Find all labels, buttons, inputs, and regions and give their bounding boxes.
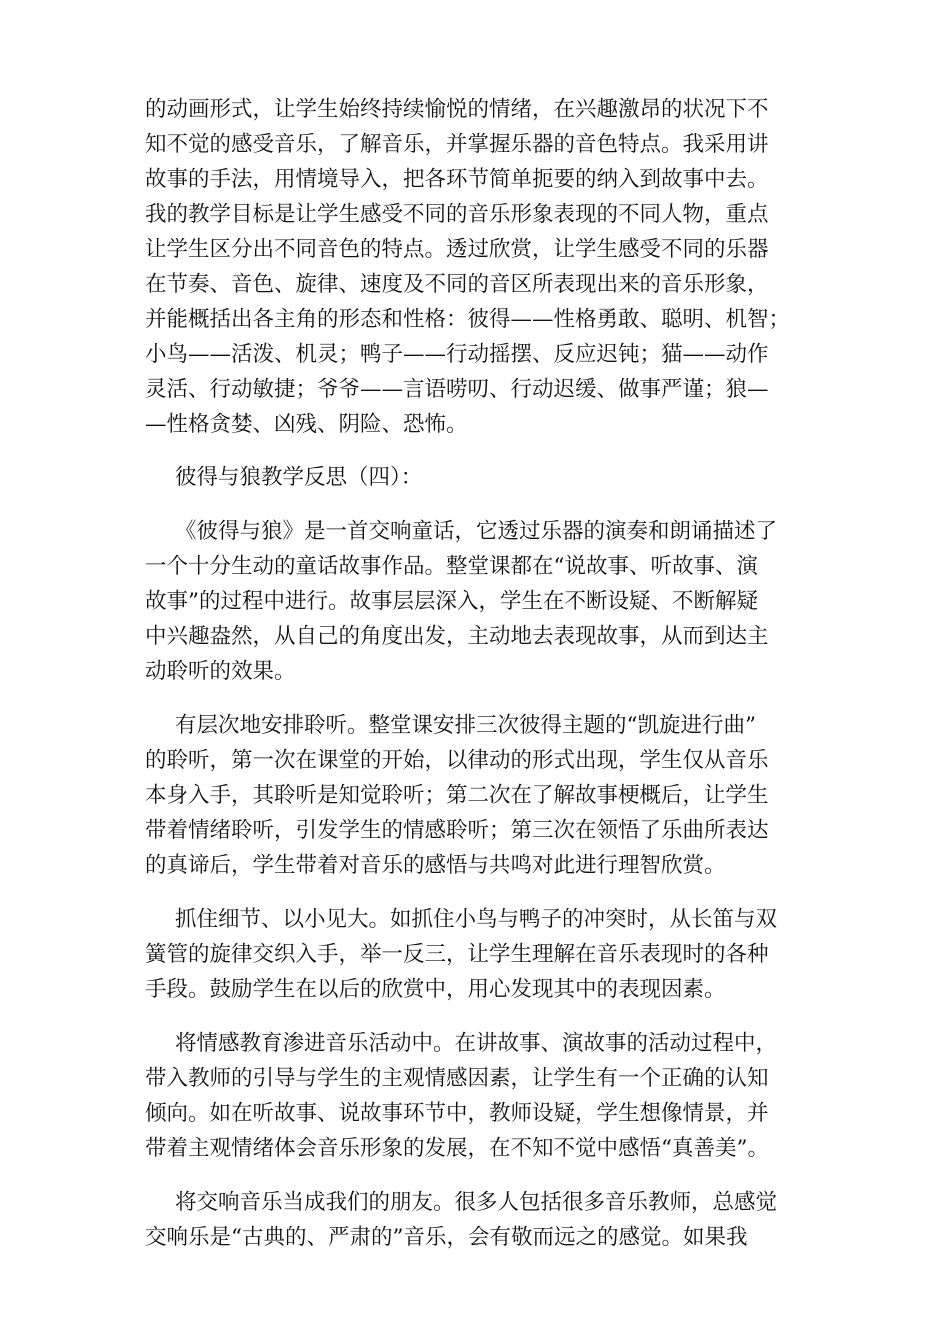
text-line: 故事”的过程中进行。故事层层深入，学生在不断设疑、不断解疑 [145,589,758,614]
text-line: 带着主观情绪体会音乐形象的发展，在不知不觉中感悟“真善美”。 [145,1136,769,1161]
text-line: 有层次地安排聆听。整堂课安排三次彼得主题的“凯旋进行曲” [175,713,756,738]
paragraph-overview [145,514,813,689]
text-line: 手段。鼓励学生在以后的欣赏中，用心发现其中的表现因素。 [145,977,726,1002]
text-line: 《彼得与狼》是一首交响童话，它透过乐器的演奏和朗诵描述了 [175,519,778,544]
text-line: 在节奏、音色、旋律、速度及不同的音区所表现出来的音乐形象， [145,272,769,297]
text-line: 倾向。如在听故事、说故事环节中，教师设疑，学生想像情景，并 [145,1101,769,1126]
text-line: 动聆听的效果。 [145,659,296,684]
paragraph-details [145,902,813,1007]
text-line: 知不觉的感受音乐，了解音乐，并掌握乐器的音色特点。我采用讲 [145,132,769,157]
text-line: 一个十分生动的童话故事作品。整堂课都在“说故事、听故事、演 [145,554,758,579]
text-line: 中兴趣盎然，从自己的角度出发，主动地去表现故事，从而到达主 [145,624,769,649]
section-heading [145,460,813,495]
text-line: 的真谛后，学生带着对音乐的感悟与共鸣对此进行理智欣赏。 [145,853,726,878]
text-line: 将情感教育渗进音乐活动中。在讲故事、演故事的活动过程中， [175,1031,778,1056]
text-line: 的动画形式，让学生始终持续愉悦的情绪，在兴趣激昂的状况下不 [145,97,769,122]
text-line: 将交响音乐当成我们的朋友。很多人包括很多音乐教师，总感觉 [175,1190,778,1215]
text-line: 我的教学目标是让学生感受不同的音乐形象表现的不同人物，重点 [145,202,769,227]
text-line: 灵活、行动敏捷；爷爷——言语唠叨、行动迟缓、做事严谨；狼— [145,377,769,402]
paragraph-symphony [145,1185,813,1255]
text-line: 的聆听，第一次在课堂的开始，以律动的形式出现，学生仅从音乐 [145,748,769,773]
text-line: 交响乐是“古典的、严肃的”音乐，会有敬而远之的感觉。如果我 [145,1225,748,1250]
text-line: 抓住细节、以小见大。如抓住小鸟与鸭子的冲突时，从长笛与双 [175,907,778,932]
text-line: 并能概括出各主角的形态和性格：彼得——性格勇敢、聪明、机智； [145,307,791,332]
text-line: 故事的手法，用情境导入，把各环节简单扼要的纳入到故事中去。 [145,167,769,192]
document-body [145,92,813,1274]
text-line: 带入教师的引导与学生的主观情感因素，让学生有一个正确的认知 [145,1066,769,1091]
paragraph-intro-continuation [145,92,813,442]
text-line: 带着情绪聆听，引发学生的情感聆听；第三次在领悟了乐曲所表达 [145,818,769,843]
paragraph-emotion [145,1026,813,1166]
text-line: 小鸟——活泼、机灵；鸭子——行动摇摆、反应迟钝；猫——动作 [145,342,769,367]
text-line: 簧管的旋律交织入手，举一反三，让学生理解在音乐表现时的各种 [145,942,769,967]
text-line: 本身入手，其聆听是知觉聆听；第二次在了解故事梗概后，让学生 [145,783,769,808]
paragraph-listening [145,708,813,883]
text-line: 让学生区分出不同音色的特点。透过欣赏，让学生感受不同的乐器 [145,237,769,262]
text-line: —性格贪婪、凶残、阴险、恐怖。 [145,412,468,437]
heading-line: 彼得与狼教学反思（四）： [175,465,423,490]
